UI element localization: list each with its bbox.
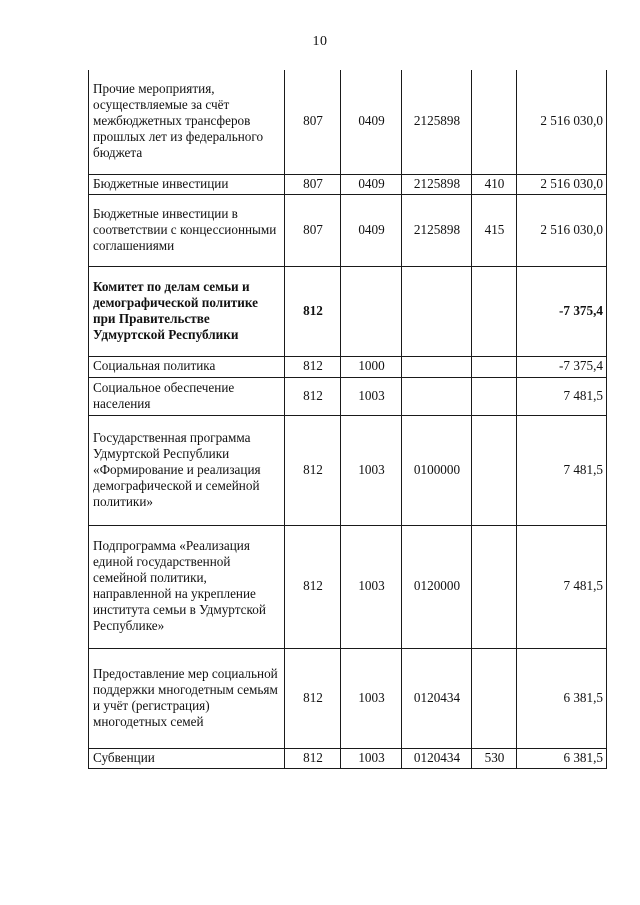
row-target-article-code: 2125898 bbox=[402, 70, 472, 174]
row-section-code: 1003 bbox=[341, 415, 402, 525]
row-expense-type-code: 415 bbox=[472, 194, 517, 266]
row-department-code: 807 bbox=[285, 174, 341, 194]
row-department-code: 812 bbox=[285, 415, 341, 525]
row-department-code: 812 bbox=[285, 266, 341, 356]
table-row bbox=[89, 648, 607, 748]
row-name: Социальное обеспечение населения bbox=[89, 377, 285, 415]
row-target-article-code bbox=[402, 356, 472, 377]
row-section-code bbox=[341, 266, 402, 356]
row-target-article-code bbox=[402, 377, 472, 415]
row-department-code: 812 bbox=[285, 356, 341, 377]
row-department-code: 807 bbox=[285, 194, 341, 266]
row-amount: -7 375,4 bbox=[517, 356, 607, 377]
row-section-code: 1003 bbox=[341, 377, 402, 415]
row-amount: 2 516 030,0 bbox=[517, 70, 607, 174]
row-department-code: 812 bbox=[285, 648, 341, 748]
row-name: Субвенции bbox=[89, 748, 285, 768]
row-amount: 6 381,5 bbox=[517, 648, 607, 748]
row-expense-type-code bbox=[472, 70, 517, 174]
row-department-code: 812 bbox=[285, 748, 341, 768]
row-department-code: 807 bbox=[285, 70, 341, 174]
row-name: Предоставление мер социальной поддержки многодетным семьям и учёт (регистрация) многодетных семей bbox=[89, 648, 285, 748]
row-target-article-code: 2125898 bbox=[402, 174, 472, 194]
row-name: Государственная программа Удмуртской Республики «Формирование и реализация демографической и семейной политики» bbox=[89, 415, 285, 525]
table-row bbox=[89, 174, 607, 194]
row-expense-type-code bbox=[472, 266, 517, 356]
row-name: Комитет по делам семьи и демографической политике при Правительстве Удмуртской Республики bbox=[89, 266, 285, 356]
row-section-code: 1000 bbox=[341, 356, 402, 377]
row-amount: 7 481,5 bbox=[517, 415, 607, 525]
row-expense-type-code: 530 bbox=[472, 748, 517, 768]
row-expense-type-code bbox=[472, 377, 517, 415]
row-name: Подпрограмма «Реализация единой государственной семейной политики, направленной на укрепление института семьи в Удмуртской Республике» bbox=[89, 525, 285, 648]
row-section-code: 0409 bbox=[341, 194, 402, 266]
row-target-article-code: 0100000 bbox=[402, 415, 472, 525]
table-row bbox=[89, 194, 607, 266]
table-row bbox=[89, 748, 607, 768]
row-target-article-code bbox=[402, 266, 472, 356]
table-row bbox=[89, 377, 607, 415]
row-section-code: 1003 bbox=[341, 748, 402, 768]
row-target-article-code: 0120434 bbox=[402, 648, 472, 748]
row-amount: 7 481,5 bbox=[517, 377, 607, 415]
row-amount: 6 381,5 bbox=[517, 748, 607, 768]
table-row bbox=[89, 525, 607, 648]
row-target-article-code: 0120434 bbox=[402, 748, 472, 768]
row-section-code: 1003 bbox=[341, 648, 402, 748]
table-row bbox=[89, 356, 607, 377]
row-expense-type-code bbox=[472, 415, 517, 525]
row-amount: 2 516 030,0 bbox=[517, 174, 607, 194]
row-expense-type-code bbox=[472, 648, 517, 748]
row-section-code: 0409 bbox=[341, 70, 402, 174]
row-department-code: 812 bbox=[285, 525, 341, 648]
row-section-code: 0409 bbox=[341, 174, 402, 194]
table-row bbox=[89, 415, 607, 525]
row-target-article-code: 2125898 bbox=[402, 194, 472, 266]
page-number: 10 bbox=[312, 34, 328, 49]
row-expense-type-code: 410 bbox=[472, 174, 517, 194]
row-name: Бюджетные инвестиции bbox=[89, 174, 285, 194]
row-expense-type-code bbox=[472, 525, 517, 648]
row-amount: -7 375,4 bbox=[517, 266, 607, 356]
row-target-article-code: 0120000 bbox=[402, 525, 472, 648]
table-row bbox=[89, 266, 607, 356]
row-section-code: 1003 bbox=[341, 525, 402, 648]
row-name: Прочие мероприятия, осуществляемые за счёт межбюджетных трансферов прошлых лет из федерального бюджета bbox=[89, 70, 285, 174]
row-amount: 7 481,5 bbox=[517, 525, 607, 648]
row-expense-type-code bbox=[472, 356, 517, 377]
row-department-code: 812 bbox=[285, 377, 341, 415]
row-amount: 2 516 030,0 bbox=[517, 194, 607, 266]
budget-table-body bbox=[89, 70, 607, 768]
budget-table bbox=[88, 70, 607, 769]
row-name: Бюджетные инвестиции в соответствии с концессионными соглашениями bbox=[89, 194, 285, 266]
row-name: Социальная политика bbox=[89, 356, 285, 377]
table-row bbox=[89, 70, 607, 174]
